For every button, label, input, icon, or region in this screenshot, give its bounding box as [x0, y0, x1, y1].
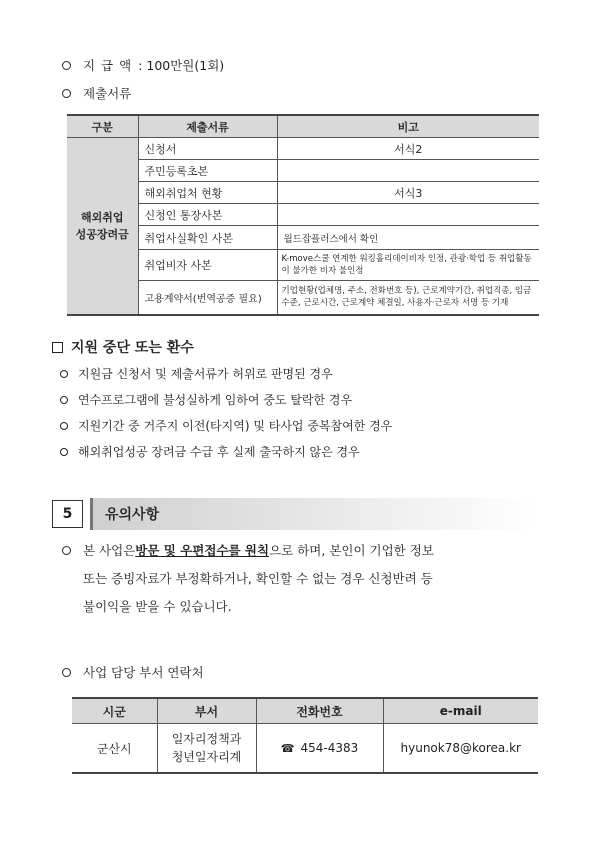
- doc-note: 기업현황(업체명, 주소, 전화번호 등), 근로계약기간, 취업직종, 임금수준, 근로시간, 근로계약 체결일, 사용자·근로자 서명 등 기재: [277, 281, 539, 315]
- doc-name: 고용계약서(번역공증 필요): [138, 281, 277, 315]
- header-document: 제출서류: [138, 115, 277, 138]
- category-cell: [67, 138, 138, 315]
- section-title-bar: [90, 498, 538, 530]
- header-note: 비고: [277, 115, 539, 138]
- stop-item: [60, 391, 352, 408]
- section-bar-accent: [90, 498, 93, 530]
- dept-line-2: 청년일자리계: [171, 750, 242, 764]
- documents-table: [67, 114, 539, 316]
- circle-bullet-icon: [60, 370, 68, 378]
- notice-line-2: 또는 증빙자료가 부정확하거나, 확인할 수 없는 경우 신청반려 등: [83, 571, 433, 586]
- phone-icon: ☎: [280, 742, 295, 755]
- stop-item-text: 지원기간 중 거주지 이전(타지역) 및 타사업 중복참여한 경우: [78, 419, 393, 433]
- doc-name: 해외취업처 현황: [138, 182, 277, 204]
- doc-name: 취업비자 사본: [138, 250, 277, 281]
- circle-bullet-icon: [60, 422, 68, 430]
- contact-email[interactable]: hyunok78@korea.kr: [383, 724, 538, 774]
- doc-note: K-move스쿨 연계한 워킹홀리데이비자 인정, 관광·학업 등 취업활동이 불가한 비자 불인정: [277, 250, 539, 281]
- doc-note: 월드잡플러스에서 확인: [277, 226, 539, 250]
- circle-bullet-icon: [60, 396, 68, 404]
- category-line-1: 해외취업: [80, 210, 124, 224]
- doc-note: 서식2: [277, 138, 539, 160]
- section-number-box: [52, 500, 83, 528]
- header-category: 구분: [67, 115, 138, 138]
- stop-item: [60, 443, 360, 460]
- circle-bullet-icon: [62, 546, 71, 555]
- payment-value: : 100만원(1회): [138, 58, 225, 73]
- stop-section-title-text: 지원 중단 또는 환수: [71, 340, 194, 356]
- doc-note: [277, 204, 539, 226]
- doc-name: 신청서: [138, 138, 277, 160]
- payment-label: 지 급 액: [83, 58, 133, 73]
- notice-emphasis: 방문 및 우편접수를 원칙: [135, 543, 270, 558]
- contact-heading-text: 사업 담당 부서 연락처: [83, 665, 204, 680]
- stop-item-text: 해외취업성공 장려금 수급 후 실제 출국하지 않은 경우: [78, 445, 360, 459]
- stop-section-title: [52, 337, 194, 357]
- header-dept: 부서: [157, 698, 256, 724]
- doc-name: 취업사실확인 사본: [138, 226, 277, 250]
- documents-heading: [62, 84, 131, 102]
- circle-bullet-icon: [62, 61, 71, 70]
- doc-note: 서식3: [277, 182, 539, 204]
- circle-bullet-icon: [62, 89, 71, 98]
- stop-item-text: 연수프로그램에 불성실하게 임하여 중도 탈락한 경우: [78, 393, 353, 407]
- notice-line-1: [62, 541, 434, 559]
- notice-prefix: 본 사업은: [83, 543, 136, 558]
- circle-bullet-icon: [62, 668, 71, 677]
- stop-item: [60, 417, 392, 434]
- notice-rest: 으로 하며, 본인이 기업한 정보: [269, 543, 434, 558]
- doc-name: 주민등록초본: [138, 160, 277, 182]
- contact-city: 군산시: [72, 724, 157, 774]
- section-number: 5: [62, 506, 73, 522]
- contact-dept: [157, 724, 256, 774]
- circle-bullet-icon: [60, 448, 68, 456]
- contact-heading: [62, 663, 204, 681]
- header-email: e-mail: [383, 698, 538, 724]
- stop-item-text: 지원금 신청서 및 제출서류가 허위로 판명된 경우: [78, 367, 333, 381]
- doc-note: [277, 160, 539, 182]
- header-city: 시군: [72, 698, 157, 724]
- category-line-2: 성공장려금: [75, 227, 129, 241]
- notice-line-3: 불이익을 받을 수 있습니다.: [83, 599, 232, 614]
- header-phone: 전화번호: [256, 698, 383, 724]
- contact-table: [72, 697, 538, 774]
- documents-heading-text: 제출서류: [83, 86, 132, 101]
- checkbox-square-icon: [52, 342, 63, 353]
- section-title: 유의사항: [105, 507, 160, 523]
- payment-line: [62, 56, 224, 74]
- contact-phone-cell: [256, 724, 383, 774]
- stop-item: [60, 365, 333, 382]
- doc-name: 신청인 통장사본: [138, 204, 277, 226]
- contact-phone: 454-4383: [300, 741, 359, 755]
- dept-line-1: 일자리정책과: [171, 732, 242, 746]
